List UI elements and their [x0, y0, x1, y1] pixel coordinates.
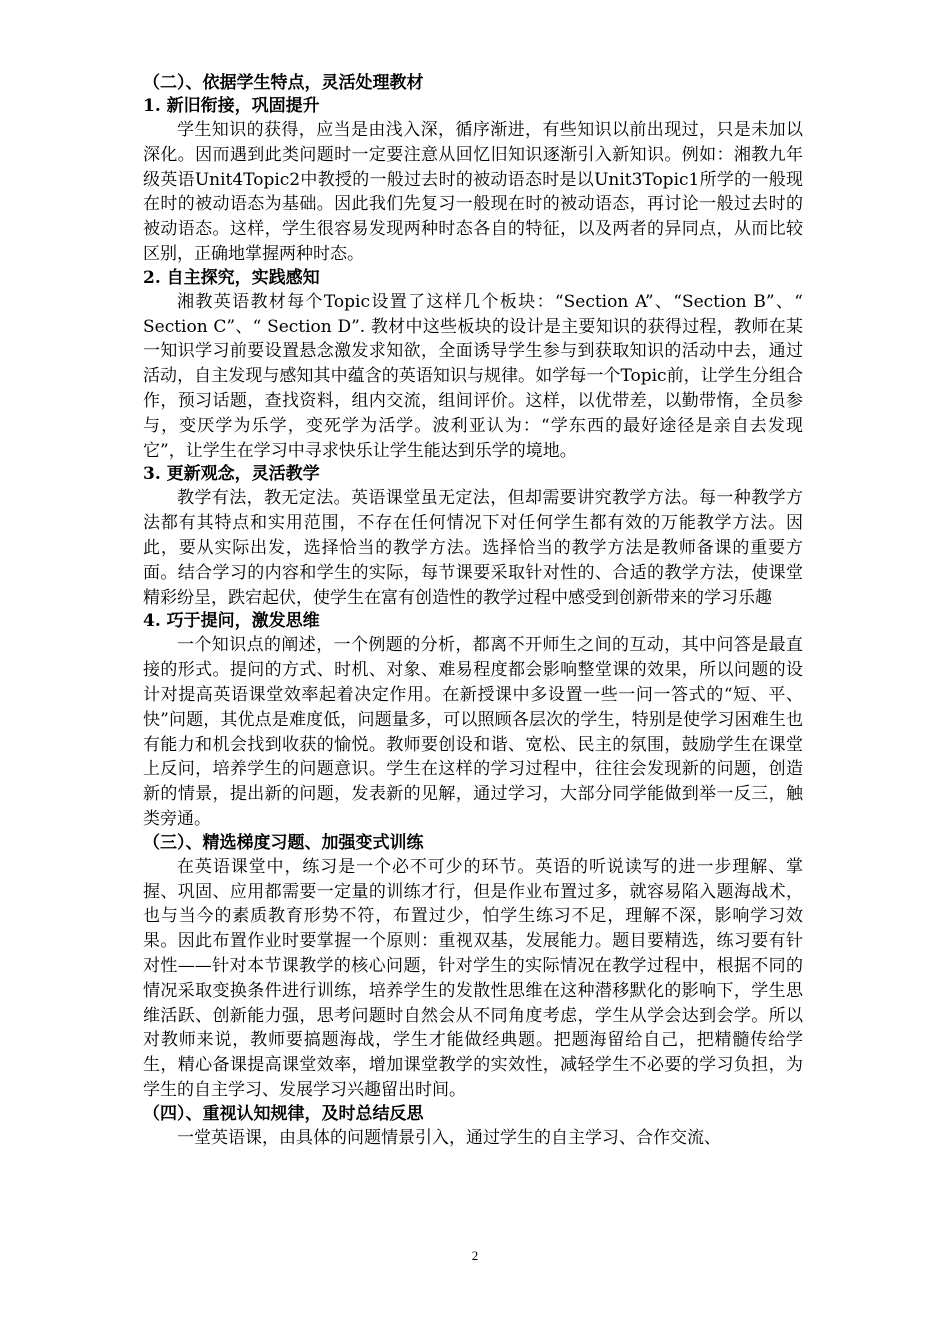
subsection-heading: 3. 更新观念，灵活教学 [143, 464, 320, 485]
section-heading: （二）、依据学生特点，灵活处理教材 [143, 73, 424, 93]
subsection-heading: 2. 自主探究，实践感知 [143, 267, 320, 288]
body-paragraph: 一堂英语课，由具体的问题情景引入，通过学生的自主学习、合作交流、 [177, 1127, 721, 1148]
body-paragraph: 湘教英语教材每个Topic设置了这样几个板块：“Section A”、“Section B”、“ Section C”、“ Section D”. 教材中这些板块的设计是主要知识的获得过程，教师在某一知识学习前要设置悬念激发求知欲，全面诱导学生参与到获取知识的活动中去，通过活动，自主发现与感知其中蕴含的英语知识与规律。如学每一个Topic前，让学生分组合作，预习话题，查找资料，组内交流，组间评价。这样，以优带差，以勤带惰，全员参与，变厌学为乐学，变死学为活学。波利亚认为：“学东西的最好途径是亲自去发现它”，让学生在学习中寻求快乐让学生能达到乐学的境地。 [143, 291, 803, 461]
subsection-heading: 1. 新旧衔接，巩固提升 [143, 96, 320, 116]
body-paragraph: 教学有法，教无定法。英语课堂虽无定法，但却需要讲究教学方法。每一种教学方法都有其特点和实用范围，不存在任何情况下对任何学生都有效的万能教学方法。因此，要从实际出发，选择恰当的教学方法。选择恰当的教学方法是教师备课的重要方面。结合学习的内容和学生的实际，每节课要采取针对性的、合适的教学方法，使课堂精彩纷呈，跌宕起伏，使学生在富有创造性的教学过程中感受到创新带来的学习乐趣 [143, 488, 803, 608]
subsection-heading: 4. 巧于提问，激发思维 [143, 611, 320, 632]
page-number: 2 [471, 1248, 479, 1263]
section-heading: （四）、重视认知规律，及时总结反思 [143, 1103, 424, 1124]
body-paragraph: 在英语课堂中，练习是一个必不可少的环节。英语的听说读写的进一步理解、掌握、巩固、应用都需要一定量的训练才行，但是作业布置过多，就容易陷入题海战术，也与当今的素质教育形势不符，布置过少，怕学生练习不足，理解不深，影响学习效果。因此布置作业时要掌握一个原则：重视双基，发展能力。题目要精选，练习要有针对性——针对本节课教学的核心问题，针对学生的实际情况在教学过程中，根据不同的情况采取变换条件进行训练，培养学生的发散性思维在这种潜移默化的影响下，学生思维活跃、创新能力强，思考问题时自然会从不同角度考虑，学生从学会达到会学。所以对教师来说，教师要搞题海战，学生才能做经典题。把题海留给自己，把精髓传给学生，精心备课提高课堂效率，增加课堂教学的实效性，减轻学生不必要的学习负担，为学生的自主学习、发展学习兴趣留出时间。 [143, 856, 803, 1100]
section-heading: （三）、精选梯度习题、加强变式训练 [143, 832, 424, 853]
document-body [143, 72, 803, 1150]
body-paragraph: 一个知识点的阐述，一个例题的分析，都离不开师生之间的互动，其中问答是最直接的形式。提问的方式、时机、对象、难易程度都会影响整堂课的效果，所以问题的设计对提高英语课堂效率起着决定作用。在新授课中多设置一些一问一答式的“短、平、快”问题，其优点是难度低，问题量多，可以照顾各层次的学生，特别是使学习困难生也有能力和机会找到收获的愉悦。教师要创设和谐、宽松、民主的氛围，鼓励学生在课堂上反问，培养学生的问题意识。学生在这样的学习过程中，往往会发现新的问题，创造新的情景，提出新的问题，发表新的见解，通过学习，大部分同学能做到举一反三，触类旁通。 [143, 635, 803, 829]
body-paragraph: 学生知识的获得，应当是由浅入深，循序渐进，有些知识以前出现过，只是未加以深化。因而遇到此类问题时一定要注意从回忆旧知识逐渐引入新知识。例如：湘教九年级英语Unit4Topic2中教授的一般过去时的被动语态时是以Unit3Topic1所学的一般现在时的被动语态为基础。因此我们先复习一般现在时的被动语态，再讨论一般过去时的被动语态。这样，学生很容易发现两种时态各自的特征，以及两者的异同点，从而比较区别，正确地掌握两种时态。 [143, 120, 803, 264]
